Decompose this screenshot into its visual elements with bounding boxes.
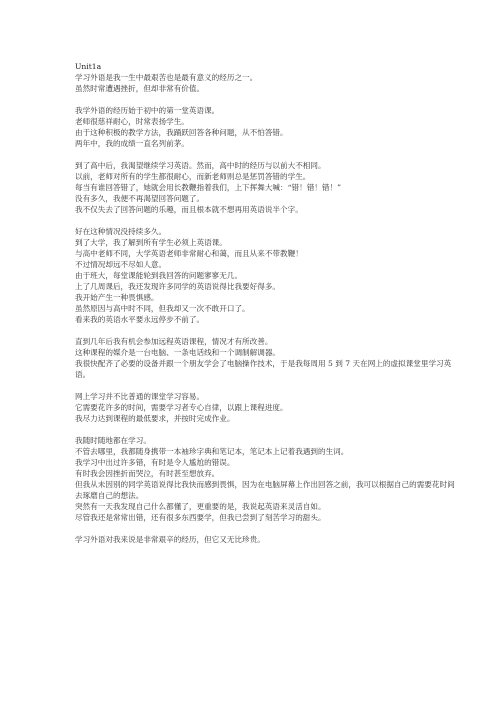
text-line: 这种课程的媒介是一台电脑、一条电话线和一个调制解调器。 <box>75 348 281 357</box>
text-line: 上了几周课后，我还发现许多同学的英语说得比我要好得多。 <box>75 282 281 291</box>
text-line: 与高中老师不同，大学英语老师非常耐心和蔼，而且从来不带教鞭！ <box>75 249 303 258</box>
text-line: 我不仅失去了回答问题的乐趣，而且根本就不想再用英语说半个字。 <box>75 205 303 214</box>
paragraph <box>75 72 455 94</box>
paragraph <box>75 336 455 380</box>
text-line: 尽管我还是常常出错，还有很多东西要学，但我已尝到了刻苦学习的甜头。 <box>75 513 326 522</box>
text-line: 不管去哪里，我都随身携带一本袖珍字典和笔记本，笔记本上记着我遇到的生词。 <box>75 447 349 456</box>
text-line: 两年中，我的成绩一直名列前茅。 <box>75 139 189 148</box>
document-body <box>75 61 455 556</box>
text-line: 每当有谁回答错了，她就会用长教鞭指着我们，上下挥舞大喊：“错！错！错！” <box>75 183 341 192</box>
text-line: 好在这种情况没持续多久。 <box>75 227 167 236</box>
text-line: 网上学习并不比普通的课堂学习容易。 <box>75 392 205 401</box>
text-line: 它需要花许多的时间，需要学习者专心自律，以跟上课程进度。 <box>75 403 288 412</box>
text-line: 由于班大，每堂课能轮到我回答的问题寥寥无几。 <box>75 271 243 280</box>
text-line: 看来我的英语水平要永远停步不前了。 <box>75 315 205 324</box>
text-line: 我尽力达到课程的最低要求，并按时完成作业。 <box>75 414 235 423</box>
text-line: 由于这种积极的教学方法，我踊跃回答各种问题，从不怕答错。 <box>75 128 288 137</box>
text-line: 到了高中后，我渴望继续学习英语。然而，高中时的经历与以前大不相同。 <box>75 161 326 170</box>
text-line: 但我从未因别的同学英语说得比我快而感到畏惧，因为在电脑屏幕上作出回答之前，我可以根据自己的需要花时间去琢磨自己的想法。 <box>75 480 455 500</box>
text-line: 没有多久，我便不再渴望回答问题了。 <box>75 194 205 203</box>
paragraph <box>75 534 455 545</box>
document-title: Unit1a <box>75 62 102 71</box>
paragraph <box>75 435 455 523</box>
text-line: 虽然时常遭遇挫折，但却非常有价值。 <box>75 84 205 93</box>
text-line: 突然有一天我发现自己什么都懂了，更重要的是，我说起英语来灵活自如。 <box>75 502 326 511</box>
text-line: 我随时随地都在学习。 <box>75 436 151 445</box>
text-line: 我很快配齐了必要的设备并跟一个朋友学会了电脑操作技术，于是我每周用 5 到 7 天在网上的虚拟课堂里学习英语。 <box>75 359 452 379</box>
text-line: 学习外语是我一生中最艰苦也是最有意义的经历之一。 <box>75 73 258 82</box>
text-line: 有时我会因挫折而哭泣，有时甚至想放弃。 <box>75 469 220 478</box>
text-line: 不过情况却远不尽如人意。 <box>75 260 167 269</box>
paragraph <box>75 226 455 325</box>
text-line: 以前，老师对所有的学生都很耐心，而新老师则总是惩罚答错的学生。 <box>75 172 311 181</box>
text-line: 我开始产生一种畏惧感。 <box>75 293 159 302</box>
paragraph <box>75 105 455 149</box>
text-line: 学习外语对我来说是非常艰辛的经历，但它又无比珍贵。 <box>75 535 265 544</box>
text-line: 我学习中出过许多错，有时是令人尴尬的错误。 <box>75 458 235 467</box>
paragraph <box>75 160 455 215</box>
text-line: 直到几年后我有机会参加远程英语课程，情况才有所改善。 <box>75 337 273 346</box>
text-line: 老师很慈祥耐心，时常表扬学生。 <box>75 117 189 126</box>
text-line: 到了大学，我了解到所有学生必须上英语课。 <box>75 238 227 247</box>
text-line: 我学外语的经历始于初中的第一堂英语课。 <box>75 106 220 115</box>
text-line: 虽然原因与高中时不同，但我却又一次不敢开口了。 <box>75 304 250 313</box>
paragraph <box>75 391 455 424</box>
